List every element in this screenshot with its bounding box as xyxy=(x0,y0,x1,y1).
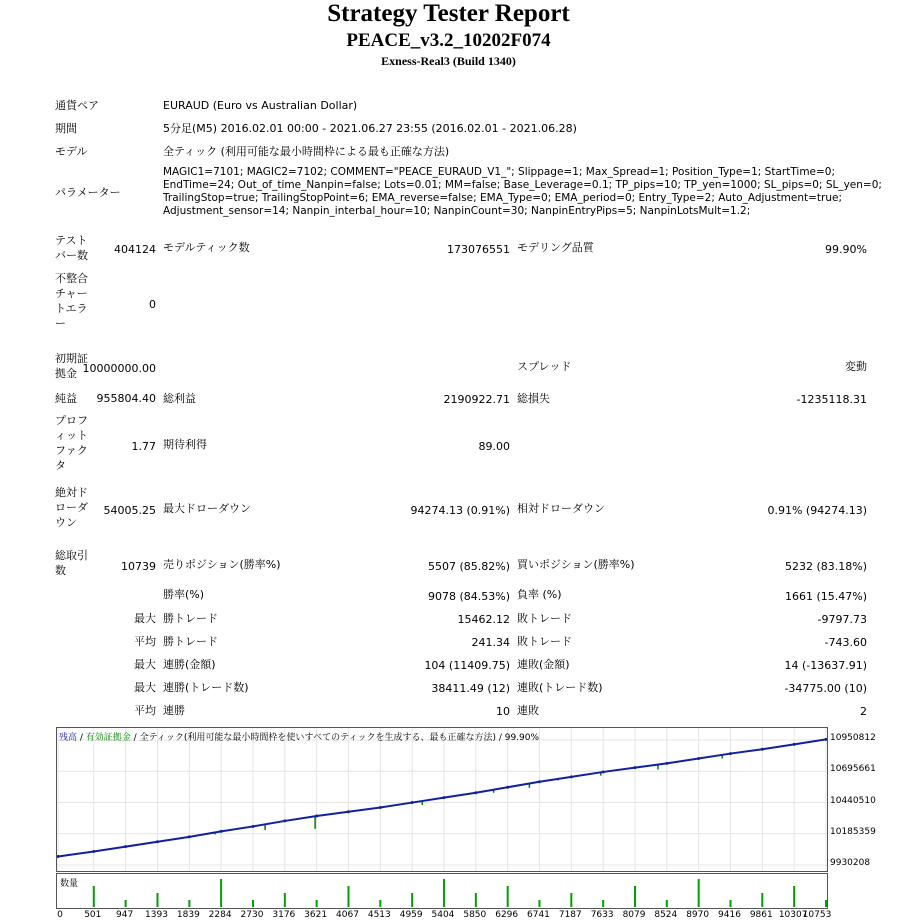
x-tick-label: 8970 xyxy=(686,910,710,920)
x-tick-label: 4067 xyxy=(336,910,359,920)
x-tick-label: 6741 xyxy=(527,910,550,920)
balance-point xyxy=(793,743,796,746)
balance-point xyxy=(634,766,637,769)
volume-bar xyxy=(475,893,477,907)
expected-payoff-value: 89.00 xyxy=(478,440,510,453)
balance-point xyxy=(570,775,573,778)
volume-bar xyxy=(411,893,413,907)
max-dd-label: 最大ドローダウン xyxy=(163,502,251,515)
x-tick-label: 501 xyxy=(84,910,102,920)
largest-prefix: 最大 xyxy=(134,612,156,625)
volume-bar xyxy=(570,893,572,907)
x-tick-label: 1393 xyxy=(145,910,168,920)
rel-dd-value: 0.91% (94274.13) xyxy=(767,504,867,517)
volume-bar xyxy=(443,879,445,907)
mismatch-label: 不整合チャートエラー xyxy=(55,272,88,330)
mismatch-value: 0 xyxy=(149,298,156,311)
balance-point xyxy=(665,762,668,765)
balance-line xyxy=(58,739,826,856)
max-cons-loss-label: 連敗(トレード数) xyxy=(517,681,603,694)
max-cons-profit-value: 38411.49 (12) xyxy=(431,682,510,695)
x-tick-label: 4513 xyxy=(367,910,391,920)
balance-point xyxy=(92,850,95,853)
gross-loss-value: -1235118.31 xyxy=(796,393,867,406)
volume-bar xyxy=(347,886,349,907)
balance-chart xyxy=(56,727,828,872)
volume-bar xyxy=(284,893,286,907)
volume-bar xyxy=(602,900,604,907)
quality-value: 99.90% xyxy=(825,243,867,256)
balance-point xyxy=(442,796,445,799)
largest-win-label: 勝トレード xyxy=(163,612,218,625)
avg-win-label: 勝トレード xyxy=(163,635,218,648)
volume-bar xyxy=(538,900,540,907)
ticks-value: 173076551 xyxy=(447,243,510,256)
y-tick-label: 9930208 xyxy=(830,858,871,868)
volume-bar xyxy=(761,893,763,907)
balance-point xyxy=(602,770,605,773)
x-tick-label: 3621 xyxy=(304,910,328,920)
x-tick-label: 9861 xyxy=(749,910,773,920)
params-label: パラメーター xyxy=(55,186,121,199)
profit-factor-label: プロフィットファクタ xyxy=(55,414,88,472)
balance-point xyxy=(474,791,477,794)
gross-loss-label: 総損失 xyxy=(517,392,550,405)
balance-point xyxy=(220,830,223,833)
balance-point xyxy=(538,780,541,783)
x-tick-label: 10307 xyxy=(778,910,808,920)
volume-bar xyxy=(125,900,127,907)
max-cons-wins-label: 連勝(金額) xyxy=(163,658,216,671)
legend-separator-2: / xyxy=(130,733,140,743)
avg-cons-prefix: 平均 xyxy=(134,704,156,717)
volume-bar xyxy=(252,900,254,907)
legend-separator-1: / xyxy=(77,733,86,743)
max-cons-wins-value: 104 (11409.75) xyxy=(424,659,510,672)
largest-loss-label: 敗トレード xyxy=(517,612,572,625)
abs-dd-label: 絶対ドローダウン xyxy=(55,486,88,529)
loss-rate-value: 1661 (15.47%) xyxy=(784,590,867,603)
deposit-label: 初期証拠金 xyxy=(55,352,88,380)
balance-point xyxy=(411,801,414,804)
gross-profit-label: 総利益 xyxy=(163,392,196,405)
balance-point xyxy=(315,815,318,818)
balance-point xyxy=(283,819,286,822)
volume-bar xyxy=(316,900,318,907)
net-profit-label: 純益 xyxy=(55,392,77,405)
spread-value: 変動 xyxy=(845,360,867,373)
legend-equity: 有効証拠金 xyxy=(85,733,131,743)
max-cons-profit-label: 連勝(トレード数) xyxy=(163,681,249,694)
avg-win-value: 241.34 xyxy=(471,636,510,649)
volume-bar xyxy=(156,893,158,907)
x-tick-label: 1839 xyxy=(176,910,200,920)
max-cons-losses-value: 14 (-13637.91) xyxy=(784,659,867,672)
expected-payoff-label: 期待利得 xyxy=(163,438,207,451)
bars-value: 404124 xyxy=(114,243,156,256)
x-tick-label: 2284 xyxy=(208,910,232,920)
balance-point xyxy=(697,757,700,760)
volume-bar xyxy=(793,886,795,907)
chart-legend xyxy=(59,730,539,743)
volume-bar xyxy=(188,900,190,907)
params-value: MAGIC1=7101; MAGIC2=7102; COMMENT="PEACE_EURAUD_V1_"; Slippage=1; Max_Spread=1; Position_Type=1; StartTime=0; EndTime=24; Out_of_time_Nanpin=false; Lots=0.01; MM=false; Base_Leverage=0.1; TP_pips=10; TP_yen=1000; SL_pips=0; SL_yen=0; TrailingStop=true; TrailingStopPoint=6; EMA_reverse=false; EMA_Type=0; EMA_period=0; Entry_Type=2; Auto_Adjustment=true; Adjustment_sensor=14; Nanpin_interbal_hour=10; NanpinCount=30; NanpinEntryPips=5; NanpinLotsMult=1.2; xyxy=(163,166,882,217)
balance-point xyxy=(506,786,509,789)
win-rate-label: 勝率(%) xyxy=(163,588,205,601)
profit-factor-value: 1.77 xyxy=(131,440,156,453)
total-trades-label: 総取引数 xyxy=(55,549,88,577)
avg-cons-losses-label: 連敗 xyxy=(517,704,539,717)
avg-cons-losses-value: 2 xyxy=(860,705,867,718)
deposit-value: 10000000.00 xyxy=(82,362,156,375)
net-profit-value: 955804.40 xyxy=(96,392,156,405)
volume-bar xyxy=(730,900,732,907)
largest-loss-value: -9797.73 xyxy=(817,613,867,626)
x-tick-label: 10753 xyxy=(802,910,832,920)
x-tick-label: 0 xyxy=(57,910,63,920)
short-positions-value: 5507 (85.82%) xyxy=(427,560,510,573)
volume-bar xyxy=(698,879,700,907)
volume-bar xyxy=(220,879,222,907)
y-tick-label: 10440510 xyxy=(830,795,876,806)
avg-loss-label: 敗トレード xyxy=(517,635,572,648)
symbol-label: 通貨ペア xyxy=(55,99,99,112)
average-prefix: 平均 xyxy=(134,635,156,648)
loss-rate-label: 負率 (%) xyxy=(517,588,562,601)
volume-bar xyxy=(507,886,509,907)
y-tick-label: 10695661 xyxy=(830,764,876,775)
short-positions-label: 売りポジション(勝率%) xyxy=(163,558,281,571)
volume-label: 数量 xyxy=(60,879,79,889)
volume-bar xyxy=(634,886,636,907)
max-cons-loss-value: -34775.00 (10) xyxy=(784,682,867,695)
period-label: 期間 xyxy=(55,122,77,135)
x-tick-label: 947 xyxy=(116,910,134,920)
gross-profit-value: 2190922.71 xyxy=(443,393,510,406)
volume-bar xyxy=(825,900,827,907)
volume-bar xyxy=(379,900,381,907)
volume-chart xyxy=(56,873,828,909)
balance-point xyxy=(188,835,191,838)
x-tick-label: 4959 xyxy=(399,910,423,920)
x-tick-label: 9416 xyxy=(718,910,741,920)
x-tick-label: 3176 xyxy=(272,910,296,920)
y-tick-label: 10950812 xyxy=(830,733,876,743)
x-tick-label: 2730 xyxy=(240,910,264,920)
volume-bar xyxy=(666,900,668,907)
abs-dd-value: 54005.25 xyxy=(103,504,156,517)
y-tick-label: 10185359 xyxy=(830,826,876,837)
expert-name: PEACE_v3.2_10202F074 xyxy=(346,30,551,51)
rel-dd-label: 相対ドローダウン xyxy=(517,502,605,515)
avg-cons-wins-label: 連勝 xyxy=(163,704,185,717)
balance-chart-plot xyxy=(57,728,827,871)
long-positions-value: 5232 (83.18%) xyxy=(784,560,867,573)
max-dd-value: 94274.13 (0.91%) xyxy=(410,504,510,517)
x-tick-label: 5850 xyxy=(463,910,487,920)
avg-cons-wins-value: 10 xyxy=(496,705,510,718)
win-rate-value: 9078 (84.53%) xyxy=(427,590,510,603)
x-tick-label: 8524 xyxy=(654,910,678,920)
balance-point xyxy=(379,806,382,809)
max-cons-losses-label: 連敗(金額) xyxy=(517,658,570,671)
avg-loss-value: -743.60 xyxy=(824,636,867,649)
model-label: モデル xyxy=(55,145,88,158)
symbol-value: EURAUD (Euro vs Australian Dollar) xyxy=(163,99,358,112)
period-value: 5分足(M5) 2016.02.01 00:00 - 2021.06.27 23:55 (2016.02.01 - 2021.06.28) xyxy=(163,122,577,135)
max-cons-count-prefix: 最大 xyxy=(134,681,156,694)
report-title: Strategy Tester Report xyxy=(327,0,570,27)
legend-model-quality: 全ティック(利用可能な最小時間枠を使いすべてのティックを生成する、最も正確な方法) / 99.90% xyxy=(139,733,540,743)
max-cons-prefix: 最大 xyxy=(134,658,156,671)
server-name: Exness-Real3 (Build 1340) xyxy=(381,54,516,68)
volume-chart-plot xyxy=(57,874,827,908)
bars-label: テストバー数 xyxy=(55,234,88,262)
x-tick-label: 5404 xyxy=(431,910,455,920)
balance-point xyxy=(761,748,764,751)
volume-bar xyxy=(93,886,95,907)
total-trades-value: 10739 xyxy=(121,560,156,573)
legend-balance: 残高 xyxy=(59,733,78,743)
balance-point xyxy=(347,810,350,813)
x-tick-label: 6296 xyxy=(495,910,519,920)
model-value: 全ティック (利用可能な最小時間枠による最も正確な方法) xyxy=(163,145,450,158)
balance-point xyxy=(124,845,127,848)
balance-point xyxy=(729,752,732,755)
spread-label: スプレッド xyxy=(517,360,572,373)
x-tick-label: 8079 xyxy=(622,910,646,920)
balance-point xyxy=(251,825,254,828)
balance-point xyxy=(156,840,159,843)
x-tick-label: 7633 xyxy=(590,910,614,920)
quality-label: モデリング品質 xyxy=(517,241,594,254)
ticks-label: モデルティック数 xyxy=(163,241,250,254)
long-positions-label: 買いポジション(勝率%) xyxy=(517,558,635,571)
largest-win-value: 15462.12 xyxy=(457,613,510,626)
x-tick-label: 7187 xyxy=(558,910,582,920)
